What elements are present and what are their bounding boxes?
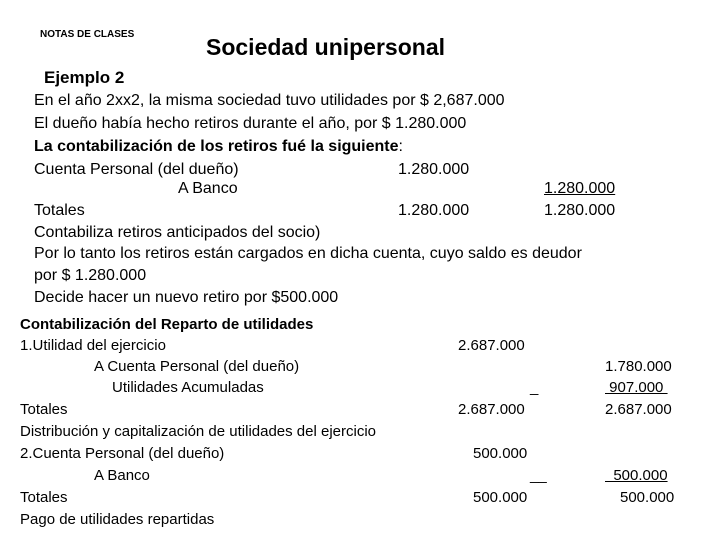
row1-debit: 2.687.000 <box>458 337 525 354</box>
totals-credit: 1.280.000 <box>544 202 616 219</box>
example-heading: Ejemplo 2 <box>44 68 125 87</box>
totals-debit: 1.280.000 <box>398 202 470 219</box>
note-line-1: Contabiliza retiros anticipados del socio) <box>34 224 321 241</box>
row3-credit: 907.000 <box>605 379 668 396</box>
totals-label: Totales <box>34 202 85 219</box>
reparto-heading: Contabilización del Reparto de utilidades <box>20 316 314 333</box>
description-2: Pago de utilidades repartidas <box>20 511 215 528</box>
entry1-debit: 1.280.000 <box>398 161 470 178</box>
row4-debit: 500.000 <box>473 445 528 462</box>
totals2-debit: 500.000 <box>473 489 528 506</box>
totals1-credit: 2.687.000 <box>605 401 672 418</box>
totals2-label: Totales <box>20 489 68 506</box>
row3-debit: _ <box>530 379 539 396</box>
notes-label: NOTAS DE CLASES <box>40 29 135 40</box>
note-line-3: por $ 1.280.000 <box>34 267 147 284</box>
totals2-credit: 500.000 <box>620 489 675 506</box>
row1-account: 1.Utilidad del ejercicio <box>20 337 166 354</box>
retiros-heading-colon: : <box>398 138 403 155</box>
entry2-account: A Banco <box>178 180 238 197</box>
row2-account: A Cuenta Personal (del dueño) <box>94 358 300 375</box>
note-line-2: Por lo tanto los retiros están cargados en dicha cuenta, cuyo saldo es deudor <box>34 245 582 262</box>
retiros-heading <box>34 139 403 155</box>
retiros-heading-text: La contabilización de los retiros fué la siguiente <box>34 138 399 155</box>
totals1-label: Totales <box>20 401 68 418</box>
page-title: Sociedad unipersonal <box>206 34 445 60</box>
description-1: Distribución y capitalización de utilidades del ejercicio <box>20 423 377 440</box>
statement-line-2: El dueño había hecho retiros durante el año, por $ 1.280.000 <box>34 115 467 132</box>
statement-line-1: En el año 2xx2, la misma sociedad tuvo utilidades por $ 2,687.000 <box>34 92 505 109</box>
row2-credit: 1.780.000 <box>605 358 672 375</box>
row5-credit: 500.000 <box>605 467 668 484</box>
row5-debit: __ <box>530 467 547 484</box>
row3-account: Utilidades Acumuladas <box>112 379 264 396</box>
row5-account: A Banco <box>94 467 150 484</box>
entry2-credit: 1.280.000 <box>544 180 616 197</box>
row4-account: 2.Cuenta Personal (del dueño) <box>20 445 225 462</box>
note-line-4: Decide hacer un nuevo retiro por $500.000 <box>34 289 339 306</box>
totals1-debit: 2.687.000 <box>458 401 525 418</box>
entry1-account: Cuenta Personal (del dueño) <box>34 161 239 178</box>
